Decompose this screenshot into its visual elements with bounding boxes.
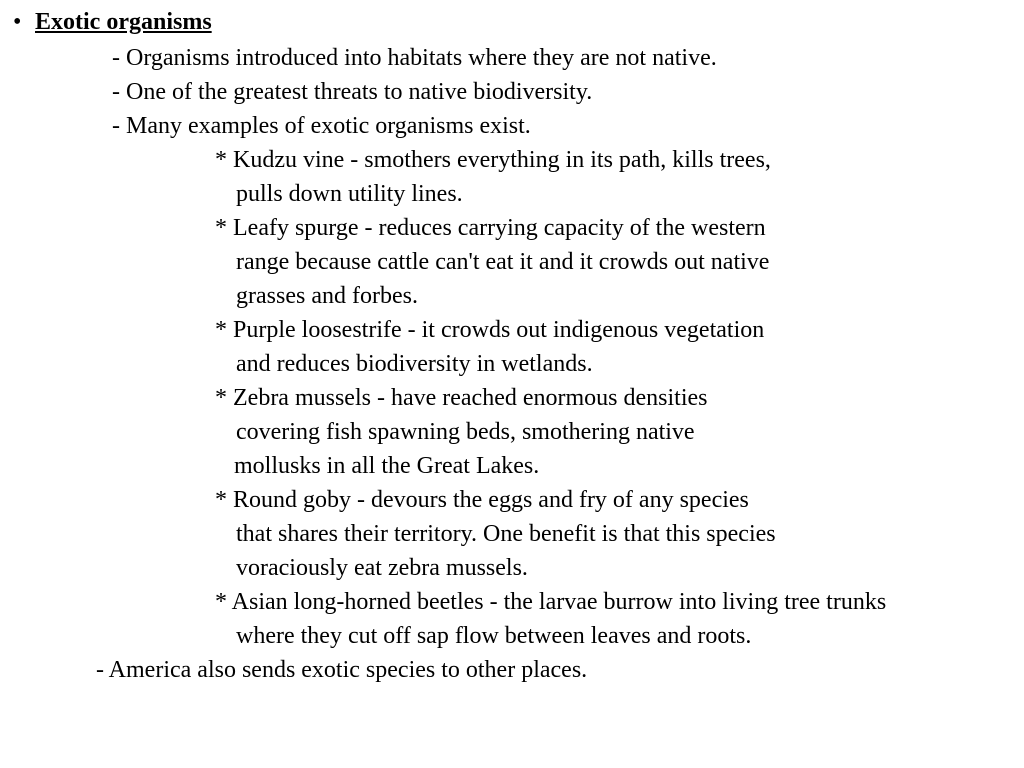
point-native: - Organisms introduced into habitats where they are not native. (112, 45, 717, 71)
point-threat: - One of the greatest threats to native biodiversity. (112, 79, 593, 105)
example-zebra-mussels-continued: covering fish spawning beds, smothering native (236, 419, 695, 445)
heading-title: Exotic organisms (35, 9, 212, 35)
example-asian-beetles: * Asian long-horned beetles - the larvae burrow into living tree trunks (215, 589, 887, 615)
example-purple-loosestrife-continued: and reduces biodiversity in wetlands. (236, 351, 593, 377)
example-round-goby-continued: that shares their territory. One benefit is that this species (236, 521, 776, 547)
example-purple-loosestrife: * Purple loosestrife - it crowds out indigenous vegetation (215, 317, 765, 343)
example-asian-beetles-continued: where they cut off sap flow between leaves and roots. (236, 623, 752, 649)
example-leafy-spurge-continued: range because cattle can't eat it and it crowds out native (236, 249, 770, 275)
example-round-goby: * Round goby - devours the eggs and fry of any species (215, 487, 749, 513)
example-leafy-spurge-continued: grasses and forbes. (236, 283, 418, 309)
heading-bullet: • (13, 9, 22, 35)
example-zebra-mussels-continued: mollusks in all the Great Lakes. (234, 453, 540, 479)
point-examples: - Many examples of exotic organisms exist. (112, 113, 531, 139)
example-kudzu: * Kudzu vine - smothers everything in its path, kills trees, (215, 147, 771, 173)
example-zebra-mussels: * Zebra mussels - have reached enormous densities (215, 385, 708, 411)
point-america: - America also sends exotic species to other places. (96, 657, 588, 683)
example-kudzu-continued: pulls down utility lines. (236, 181, 463, 207)
example-leafy-spurge: * Leafy spurge - reduces carrying capacity of the western (215, 215, 766, 241)
example-round-goby-continued: voraciously eat zebra mussels. (236, 555, 528, 581)
